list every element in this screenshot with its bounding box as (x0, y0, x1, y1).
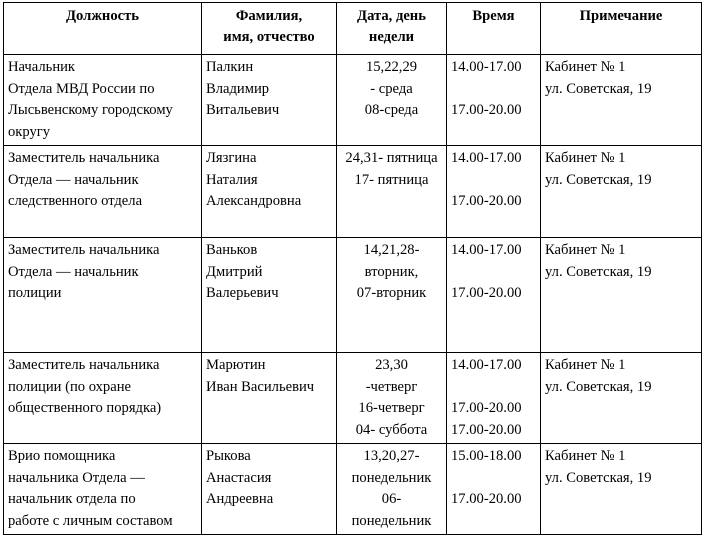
text-line: работе с личным составом (8, 512, 173, 529)
text-line: 17.00-20.00 (451, 102, 522, 118)
text-line: Заместитель начальника (8, 242, 160, 258)
header-note: Примечание (541, 3, 702, 55)
text-line: Отдела — начальник (8, 263, 139, 280)
position-cell (4, 55, 202, 146)
header-date-weekday (337, 3, 447, 55)
text-line: 14.00-17.00 (451, 150, 522, 166)
text-line: начальника Отдела — (8, 469, 145, 486)
text-line: 17.00-20.00 (451, 400, 522, 416)
full-name-cell (202, 444, 337, 535)
text-line: 14.00-17.00 (451, 357, 522, 373)
header-full-name-line2: имя, отчество (223, 29, 315, 45)
position-cell (4, 238, 202, 353)
text-line: - среда (370, 80, 413, 97)
text-line: 17.00-20.00 (451, 285, 522, 301)
text-line: 15.00-18.00 (451, 448, 522, 464)
text-line: Марютин (206, 357, 266, 373)
text-line (451, 170, 536, 192)
time-cell (447, 353, 541, 444)
text-line: полиции (по охране (8, 378, 131, 395)
text-line: 04- суббота (355, 421, 428, 438)
text-line (451, 79, 536, 101)
text-line: 08-среда (364, 102, 419, 118)
table-row (4, 146, 702, 238)
text-line: Лысьвенскому городскому (8, 102, 173, 118)
time-cell (447, 444, 541, 535)
text-line: Врио помощника (8, 448, 116, 464)
text-line: Ваньков (206, 242, 258, 258)
text-line: 13,20,27- (363, 448, 420, 464)
time-cell (447, 146, 541, 238)
date-cell (337, 146, 447, 238)
text-line: Кабинет № 1 (545, 357, 626, 373)
text-line: 23,30 (375, 357, 408, 373)
time-cell (447, 238, 541, 353)
text-line: 14.00-17.00 (451, 59, 522, 75)
text-line: полиции (8, 285, 62, 301)
text-line: Иван Васильевич (206, 378, 315, 395)
text-line: Рыкова (206, 448, 251, 464)
note-cell (541, 55, 702, 146)
text-line: 17.00-20.00 (451, 491, 522, 507)
text-line: ул. Советская, 19 (545, 263, 652, 280)
header-date-line1: Дата, день (357, 8, 426, 24)
text-line: ул. Советская, 19 (545, 469, 652, 486)
text-line: Кабинет № 1 (545, 59, 626, 75)
text-line: понедельник (351, 512, 432, 529)
text-line: 15,22,29 (365, 59, 418, 75)
text-line: 06- (381, 491, 402, 507)
table-row (4, 55, 702, 146)
text-line (451, 262, 536, 284)
date-cell (337, 353, 447, 444)
text-line: Кабинет № 1 (545, 242, 626, 258)
header-full-name-line1: Фамилия, (235, 8, 303, 24)
header-date-line2: недели (368, 29, 415, 45)
text-line: Кабинет № 1 (545, 150, 626, 166)
text-line: Наталия (206, 171, 258, 188)
time-cell (447, 55, 541, 146)
note-cell (541, 444, 702, 535)
reception-schedule-table (3, 2, 702, 535)
date-cell (337, 444, 447, 535)
full-name-cell (202, 146, 337, 238)
text-line: Палкин (206, 59, 254, 75)
text-line: следственного отдела (8, 193, 143, 209)
text-line: ул. Советская, 19 (545, 378, 652, 395)
text-line: Андреевна (206, 491, 274, 507)
text-line: Кабинет № 1 (545, 448, 626, 464)
text-line: Отдела МВД России по (8, 80, 155, 97)
text-line: Владимир (206, 80, 270, 97)
text-line: 17.00-20.00 (451, 421, 522, 438)
text-line: Анастасия (206, 469, 272, 486)
table-row (4, 238, 702, 353)
text-line: 17- пятница (354, 171, 429, 188)
text-line (451, 468, 536, 490)
text-line: 14,21,28- (363, 242, 420, 258)
table-row (4, 444, 702, 535)
text-line: общественного порядка) (8, 400, 162, 416)
table-header-row (4, 3, 702, 55)
note-cell (541, 238, 702, 353)
text-line: 07-вторник (356, 285, 427, 301)
text-line: Отдела — начальник (8, 171, 139, 188)
text-line: Витальевич (206, 102, 280, 118)
text-line: округу (8, 123, 51, 140)
position-cell (4, 353, 202, 444)
text-line: начальник отдела по (8, 491, 136, 507)
text-line: вторник, (364, 263, 419, 280)
text-line: Валерьевич (206, 285, 279, 301)
text-line (451, 377, 536, 399)
text-line: Дмитрий (206, 263, 263, 280)
text-line: Александровна (206, 193, 302, 209)
header-time: Время (447, 3, 541, 55)
full-name-cell (202, 238, 337, 353)
table-row (4, 353, 702, 444)
text-line: понедельник (351, 469, 432, 486)
text-line: 17.00-20.00 (451, 193, 522, 209)
text-line: 14.00-17.00 (451, 242, 522, 258)
text-line: 16-четверг (358, 400, 425, 416)
full-name-cell (202, 353, 337, 444)
text-line: Заместитель начальника (8, 357, 160, 373)
text-line: 24,31- пятница (345, 150, 438, 166)
note-cell (541, 146, 702, 238)
text-line: -четверг (365, 378, 418, 395)
header-full-name (202, 3, 337, 55)
note-cell (541, 353, 702, 444)
position-cell (4, 146, 202, 238)
text-line: Заместитель начальника (8, 150, 160, 166)
text-line: Лязгина (206, 150, 257, 166)
date-cell (337, 238, 447, 353)
full-name-cell (202, 55, 337, 146)
position-cell (4, 444, 202, 535)
text-line: ул. Советская, 19 (545, 171, 652, 188)
date-cell (337, 55, 447, 146)
header-position: Должность (4, 3, 202, 55)
text-line: Начальник (8, 59, 76, 75)
text-line: ул. Советская, 19 (545, 80, 652, 97)
